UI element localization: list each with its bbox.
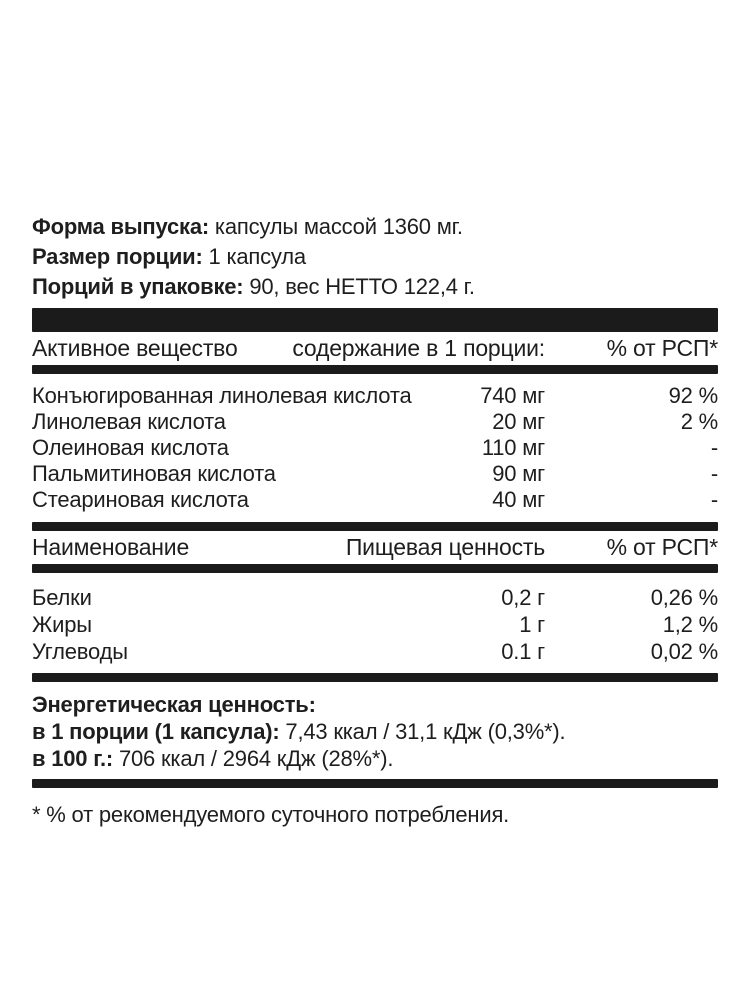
nutrient-amount: 0.1 г [501, 639, 545, 664]
substance-name: Олеиновая кислота [32, 435, 229, 460]
divider-bar [32, 564, 718, 573]
nutrient-amount: 0,2 г [501, 585, 545, 610]
table-row [32, 487, 718, 513]
column-header-nutrition-value: Пищевая ценность [345, 534, 545, 560]
nutrient-percent: 0,26 % [650, 585, 718, 610]
serving-size-label: Размер порции: [32, 244, 203, 269]
divider-bar [32, 522, 718, 531]
active-substances-table [32, 308, 718, 522]
substance-percent: 92 % [668, 383, 718, 408]
divider-bar-thick [32, 308, 718, 332]
substance-amount: 740 мг [480, 383, 545, 408]
substance-percent: - [710, 487, 718, 512]
energy-per-serving-label: в 1 порции (1 капсула): [32, 719, 280, 744]
substance-amount: 110 мг [481, 435, 545, 460]
energy-per-100g-label: в 100 г.: [32, 746, 114, 771]
table-row [32, 435, 718, 461]
divider-bar [32, 673, 718, 682]
nutrient-name: Углеводы [32, 639, 128, 664]
serving-size-value: 1 капсула [208, 244, 306, 269]
energy-per-100g-value: 706 ккал / 2964 кДж (28%*). [118, 746, 394, 771]
active-table-header [32, 332, 718, 365]
servings-per-pack-line [32, 272, 718, 302]
substance-name: Пальмитиновая кислота [32, 461, 276, 486]
column-header-nutrient: Наименование [32, 534, 190, 560]
servings-per-pack-label: Порций в упаковке: [32, 274, 244, 299]
nutrient-amount: 1 г [519, 612, 545, 637]
substance-name: Стеариновая кислота [32, 487, 249, 512]
nutrient-percent: 0,02 % [650, 639, 718, 664]
table-row [32, 461, 718, 487]
nutrient-name: Жиры [32, 612, 92, 637]
table-row [32, 638, 718, 665]
nutrient-percent: 1,2 % [662, 612, 718, 637]
servings-per-pack-value: 90, вес НЕТТО 122,4 г. [249, 274, 475, 299]
column-header-rsp-percent: % от РСП* [606, 335, 718, 361]
table-row [32, 611, 718, 638]
energy-per-100g-line [32, 745, 718, 772]
column-header-rsp-percent: % от РСП* [606, 534, 718, 560]
substance-amount: 40 мг [492, 487, 545, 512]
nutrient-name: Белки [32, 585, 92, 610]
energy-section [32, 682, 718, 779]
substance-name: Конъюгированная линолевая кислота [32, 383, 412, 408]
substance-percent: 2 % [680, 409, 718, 434]
nutrition-label [32, 0, 718, 829]
active-table-body [32, 374, 718, 522]
product-form-value: капсулы массой 1360 мг. [214, 214, 463, 239]
table-row [32, 383, 718, 409]
footnote: * % от рекомендуемого суточного потребления. [32, 802, 510, 827]
product-form-label: Форма выпуска: [32, 214, 209, 239]
energy-title [32, 691, 718, 718]
product-form-line [32, 212, 718, 242]
table-row [32, 584, 718, 611]
column-header-substance: Активное вещество [32, 335, 238, 361]
substance-percent: - [710, 435, 718, 460]
divider-bar [32, 365, 718, 374]
serving-size-line [32, 242, 718, 272]
substance-amount: 20 мг [492, 409, 545, 434]
energy-title-text: Энергетическая ценность: [32, 692, 316, 717]
substance-amount: 90 мг [492, 461, 545, 486]
substance-percent: - [710, 461, 718, 486]
nutrition-table-header [32, 531, 718, 564]
energy-per-serving-line [32, 718, 718, 745]
energy-per-serving-value: 7,43 ккал / 31,1 кДж (0,3%*). [285, 719, 566, 744]
product-info-section [32, 212, 718, 302]
divider-bar [32, 779, 718, 788]
nutrition-table-body [32, 573, 718, 673]
substance-name: Линолевая кислота [32, 409, 226, 434]
nutrition-value-table [32, 522, 718, 682]
column-header-amount: содержание в 1 порции: [292, 335, 545, 361]
table-row [32, 409, 718, 435]
